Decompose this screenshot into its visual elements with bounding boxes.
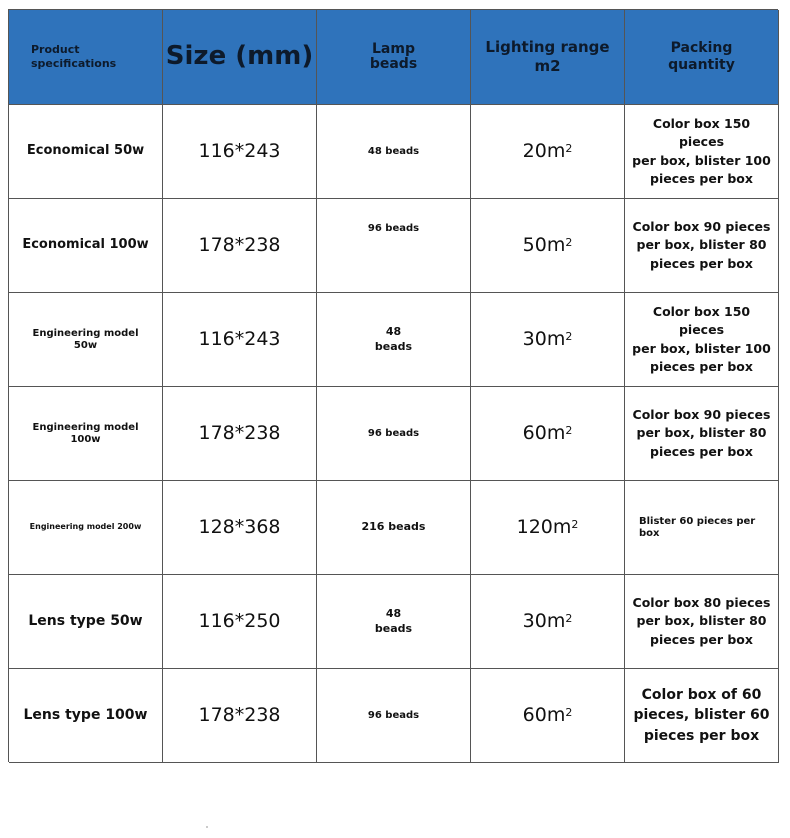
header-product-specifications: Product specifications — [9, 10, 163, 105]
row-1-packing: Color box 150 pieces per box, blister 100 pieces per box — [625, 105, 779, 199]
row-7-packing: Color box of 60 pieces, blister 60 pieces per box — [625, 669, 779, 763]
header-lighting-range: Lighting range m2 — [471, 10, 625, 105]
row-6-range — [471, 575, 625, 669]
row-2-spec: Economical 100w — [9, 199, 163, 293]
stray-dot — [206, 826, 208, 828]
header-lamp-beads: Lamp beads — [317, 10, 471, 105]
row-4-packing: Color box 90 pieces per box, blister 80 pieces per box — [625, 387, 779, 481]
row-4-range-sup: 2 — [565, 424, 573, 438]
row-1-size: 116*243 — [163, 105, 317, 199]
row-2-range-sup: 2 — [565, 236, 573, 250]
row-6-spec: Lens type 50w — [9, 575, 163, 669]
header-packing-quantity: Packing quantity — [625, 10, 779, 105]
row-3-packing: Color box 150 pieces per box, blister 100 pieces per box — [625, 293, 779, 387]
row-6-packing: Color box 80 pieces per box, blister 80 pieces per box — [625, 575, 779, 669]
row-6-range-sup: 2 — [565, 612, 573, 626]
row-5-range — [471, 481, 625, 575]
row-5-range-sup: 2 — [571, 518, 579, 532]
row-7-range-sup: 2 — [565, 706, 573, 720]
row-2-range — [471, 199, 625, 293]
row-6-range-value: 30m — [522, 610, 566, 633]
row-3-size: 116*243 — [163, 293, 317, 387]
spec-table-sheet — [8, 9, 778, 762]
row-5-spec: Engineering model 200w — [9, 481, 163, 575]
spec-table — [8, 9, 778, 762]
row-6-size: 116*250 — [163, 575, 317, 669]
row-4-range-value: 60m — [522, 422, 566, 445]
row-1-range — [471, 105, 625, 199]
row-1-range-sup: 2 — [565, 142, 573, 156]
row-2-size: 178*238 — [163, 199, 317, 293]
row-7-size: 178*238 — [163, 669, 317, 763]
row-7-range — [471, 669, 625, 763]
row-1-beads: 48 beads — [317, 105, 471, 199]
row-5-beads: 216 beads — [317, 481, 471, 575]
row-3-spec: Engineering model 50w — [9, 293, 163, 387]
row-4-size: 178*238 — [163, 387, 317, 481]
row-4-spec: Engineering model 100w — [9, 387, 163, 481]
row-4-beads: 96 beads — [317, 387, 471, 481]
row-3-range — [471, 293, 625, 387]
row-7-range-value: 60m — [522, 704, 566, 727]
row-2-packing: Color box 90 pieces per box, blister 80 pieces per box — [625, 199, 779, 293]
row-7-beads: 96 beads — [317, 669, 471, 763]
row-3-beads: 48 beads — [317, 293, 471, 387]
header-size: Size (mm) — [163, 10, 317, 105]
row-6-beads: 48 beads — [317, 575, 471, 669]
row-5-size: 128*368 — [163, 481, 317, 575]
row-1-spec: Economical 50w — [9, 105, 163, 199]
row-2-beads: 96 beads — [317, 199, 471, 293]
row-2-range-value: 50m — [522, 234, 566, 257]
row-5-range-value: 120m — [516, 516, 572, 539]
row-1-range-value: 20m — [522, 140, 566, 163]
row-3-range-value: 30m — [522, 328, 566, 351]
row-4-range — [471, 387, 625, 481]
row-7-spec: Lens type 100w — [9, 669, 163, 763]
row-3-range-sup: 2 — [565, 330, 573, 344]
row-5-packing: Blister 60 pieces per box — [625, 481, 779, 575]
